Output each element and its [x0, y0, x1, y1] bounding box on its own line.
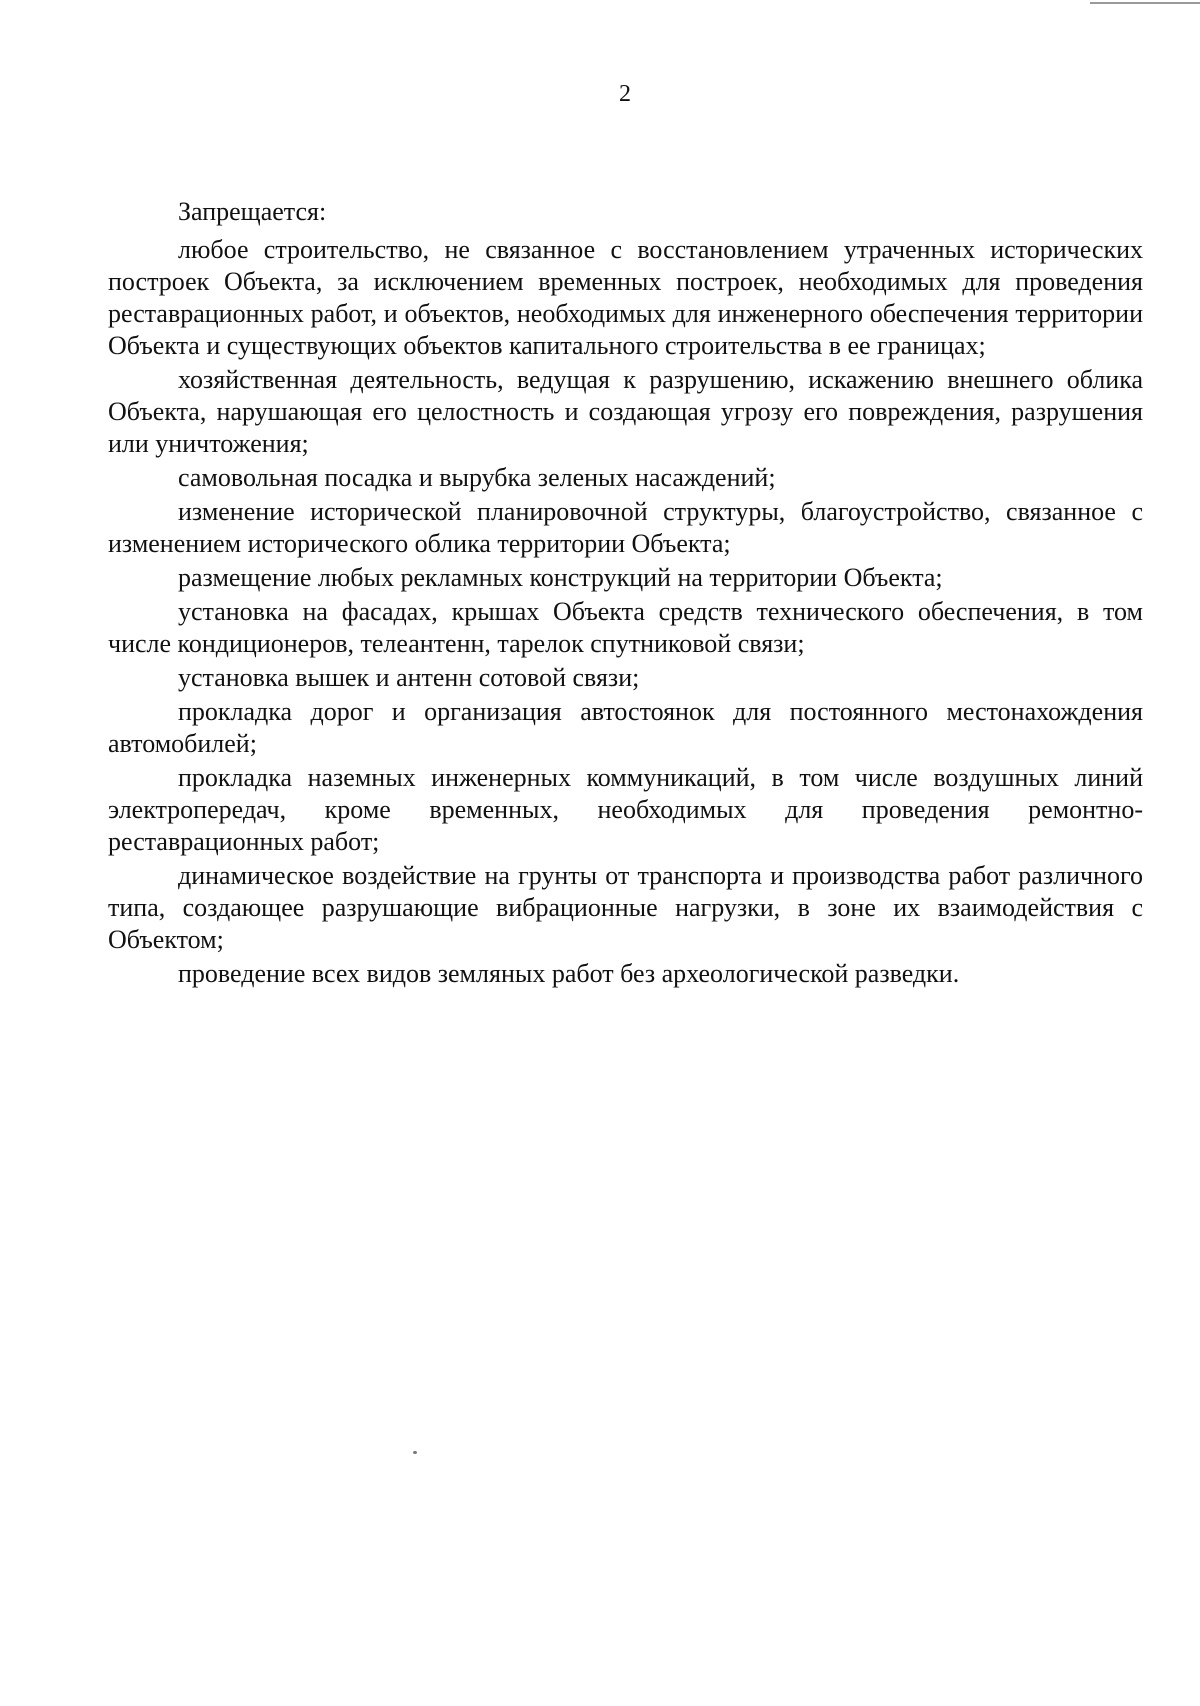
list-item: самовольная посадка и вырубка зеленых насаждений;: [178, 463, 776, 492]
list-item: изменение исторической планировочной структуры, благоустройство, связанное с изменением исторического облика территории Объекта;: [108, 497, 1143, 558]
section-heading: Запрещается:: [178, 197, 327, 226]
list-item: прокладка дорог и организация автостоянок для постоянного местонахождения автомобилей;: [108, 697, 1143, 758]
scan-speck: [413, 1451, 417, 1454]
list-item: установка на фасадах, крышах Объекта средств технического обеспечения, в том числе кондиционеров, телеантенн, тарелок спутниковой связи;: [108, 597, 1143, 658]
list-item: проведение всех видов земляных работ без археологической разведки.: [178, 959, 960, 988]
list-item: хозяйственная деятельность, ведущая к разрушению, искажению внешнего облика Объекта, нарушающая его целостность и создающая угрозу его повреждения, разрушения или уничтожения;: [108, 365, 1143, 458]
list-item: любое строительство, не связанное с восстановлением утраченных исторических построек Объекта, за исключением временных построек, необходимых для проведения реставрационных работ, и объектов, необходимых для инженерного обеспечения территории Объекта и существующих объектов капитального строительства в ее границах;: [108, 235, 1143, 360]
page-number: 2: [619, 81, 631, 107]
list-item: прокладка наземных инженерных коммуникаций, в том числе воздушных линий электропередач, кроме временных, необходимых для проведения ремонтно-реставрационных работ;: [108, 763, 1143, 856]
document-body: [108, 196, 1143, 992]
list-item: размещение любых рекламных конструкций на территории Объекта;: [178, 563, 943, 592]
scan-edge-mark: [1090, 2, 1200, 4]
list-item: динамическое воздействие на грунты от транспорта и производства работ различного типа, создающее разрушающие вибрационные нагрузки, в зоне их взаимодействия с Объектом;: [108, 861, 1143, 954]
list-item: установка вышек и антенн сотовой связи;: [178, 663, 640, 692]
